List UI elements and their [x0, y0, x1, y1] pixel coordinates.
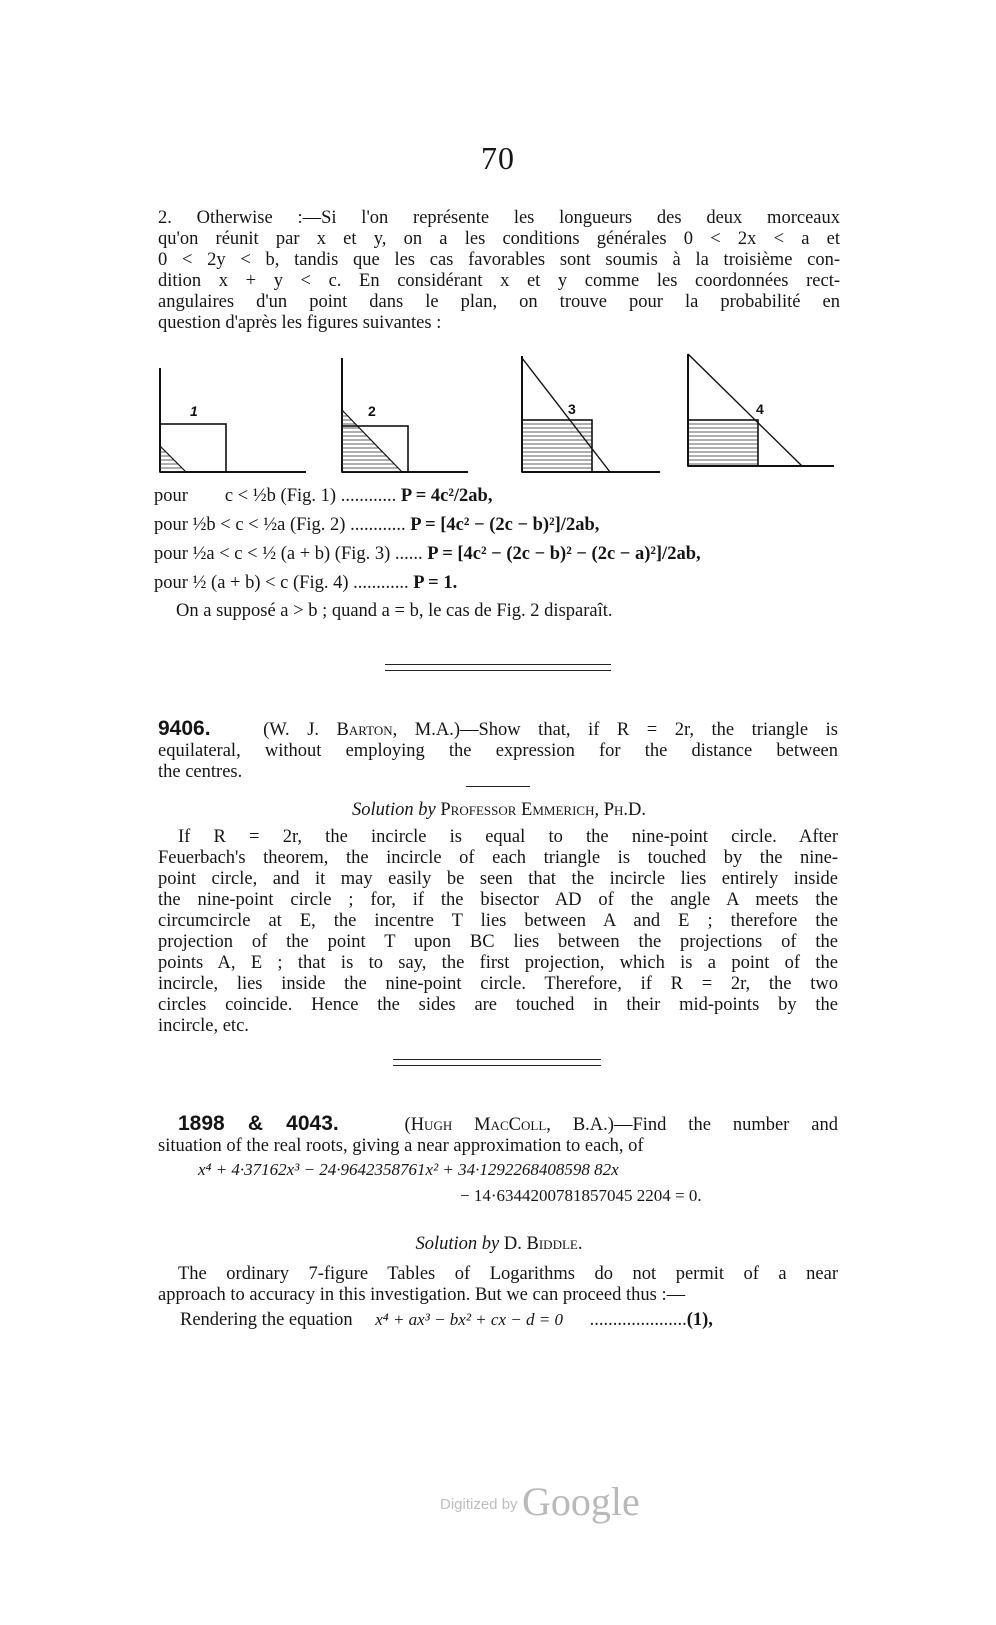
solution-line: Feuerbach's theorem, the incircle of each triangle is touched by the nine- [158, 848, 838, 868]
section-1-line: 2. Otherwise :—Si l'on représente les longueurs des deux morceaux [158, 208, 840, 228]
figure-1 [160, 368, 306, 472]
formula-dots: ...... [390, 544, 428, 564]
equation-reference: (1), [686, 1310, 713, 1330]
figure-4 [682, 350, 862, 478]
formula-dots: ............ [345, 515, 411, 535]
question-text: equilateral, without employing the expression for the distance between [158, 741, 838, 761]
question-1898 [158, 1113, 838, 1157]
rendering-equation: x⁴ + ax³ − bx² + cx − d = 0 [375, 1310, 563, 1329]
section-divider [385, 664, 611, 671]
figure-label-4: 4 [756, 401, 764, 417]
solution-line: points A, E ; that is to say, the first projection, which is a point of the [158, 953, 838, 973]
equation-line-1: x⁴ + 4·37162x³ − 24·9642358761x² + 34·1292268408598 82x [198, 1160, 619, 1179]
solution-line: point circle, and it may easily be seen that the incircle lies entirely inside [158, 869, 838, 889]
section-1-line: dition x + y < c. En considérant x et y comme les coordonnées rect- [158, 271, 840, 291]
figure-label-2: 2 [368, 403, 376, 419]
section-1-line: qu'on réunit par x et y, on a les conditions générales 0 < 2x < a et [158, 229, 840, 249]
formula-dots: ............ [348, 573, 414, 593]
section-1-paragraph [158, 208, 840, 334]
solution-line: approach to accuracy in this investigation. But we can proceed thus :— [158, 1285, 686, 1305]
formula-result: P = [4c² − (2c − b)² − (2c − a)²]/2ab, [427, 544, 701, 564]
section-1-line: question d'après les figures suivantes : [158, 313, 442, 333]
solution-line: incircle, etc. [158, 1016, 249, 1036]
rendering-dots: ..................... [589, 1310, 687, 1330]
probability-figures [150, 350, 670, 478]
section-divider [393, 1059, 601, 1066]
digitized-by-text: Digitized by [440, 1496, 518, 1513]
page-number: 70 [481, 140, 515, 176]
question-text: the centres. [158, 762, 243, 782]
section-1-line: 0 < 2y < b, tandis que les cas favorables sont soumis à la troisième con- [158, 250, 840, 270]
formula-condition: pour c < ½b (Fig. 1) [154, 486, 337, 506]
google-logo: Google [522, 1479, 640, 1524]
solution-byline [158, 1234, 840, 1255]
question-text: situation of the real roots, giving a near approximation to each, of [158, 1136, 644, 1156]
solution-line: the nine-point circle ; for, if the bisector AD of the angle A meets the [158, 890, 838, 910]
question-author: (W. J. Barton, M.A.) [263, 720, 461, 740]
question-number: 1898 & 4043. [178, 1112, 339, 1135]
formula-dots: ............ [336, 486, 401, 506]
formula-condition: pour ½b < c < ½a (Fig. 2) [154, 515, 346, 535]
formula-row [154, 486, 492, 507]
formula-result: P = [4c² − (2c − b)²]/2ab, [410, 515, 600, 535]
rendering-equation-line [180, 1310, 840, 1331]
section-1-line: angulaires d'un point dans le plan, on trouve pour la probabilité en [158, 292, 840, 312]
question-author: (Hugh MacColl, B.A.) [404, 1115, 614, 1135]
formula-condition: pour ½a < c < ½ (a + b) (Fig. 3) [154, 544, 391, 564]
solution-line: If R = 2r, the incircle is equal to the nine-point circle. After [178, 827, 838, 847]
figure-label-1: 1 [190, 403, 198, 419]
solver-name: D. Biddle. [503, 1234, 583, 1254]
solver-name: Professor Emmerich, Ph.D. [440, 800, 646, 820]
rendering-text: Rendering the equation [180, 1310, 353, 1330]
equation-line-2: − 14·6344200781857045 2204 = 0. [460, 1186, 702, 1205]
solution-9406 [158, 827, 838, 1037]
figure-label-3: 3 [568, 401, 576, 417]
solution-line: circumcircle at E, the incentre T lies between A and E ; therefore the [158, 911, 838, 931]
solution-line: projection of the point T upon BC lies between the projections of the [158, 932, 838, 952]
formula-condition: pour ½ (a + b) < c (Fig. 4) [154, 573, 349, 593]
figure-3 [522, 356, 660, 472]
solution-line: circles coincide. Hence the sides are touched in their mid-points by the [158, 995, 838, 1015]
question-9406 [158, 718, 838, 783]
solution-line: incircle, lies inside the nine-point circle. Therefore, if R = 2r, the two [158, 974, 838, 994]
formula-row [154, 544, 701, 565]
formula-row [154, 573, 457, 594]
question-number: 9406. [158, 717, 211, 740]
section-1-note: On a supposé a > b ; quand a = b, le cas de Fig. 2 disparaît. [176, 601, 613, 621]
question-text: —Find the number and [613, 1115, 838, 1135]
question-text: —Show that, if R = 2r, the triangle is [460, 720, 839, 740]
formula-result: P = 1. [413, 573, 458, 593]
solution-by-label: Solution by [351, 800, 436, 820]
solution-line: The ordinary 7-figure Tables of Logarithms do not permit of a near [178, 1264, 838, 1284]
short-rule [466, 786, 530, 787]
solution-byline [158, 800, 840, 821]
formula-row [154, 515, 599, 536]
solution-by-label: Solution by [415, 1234, 500, 1254]
solution-1898 [158, 1264, 838, 1306]
formula-result: P = 4c²/2ab, [400, 486, 493, 506]
figure-2 [342, 358, 468, 472]
